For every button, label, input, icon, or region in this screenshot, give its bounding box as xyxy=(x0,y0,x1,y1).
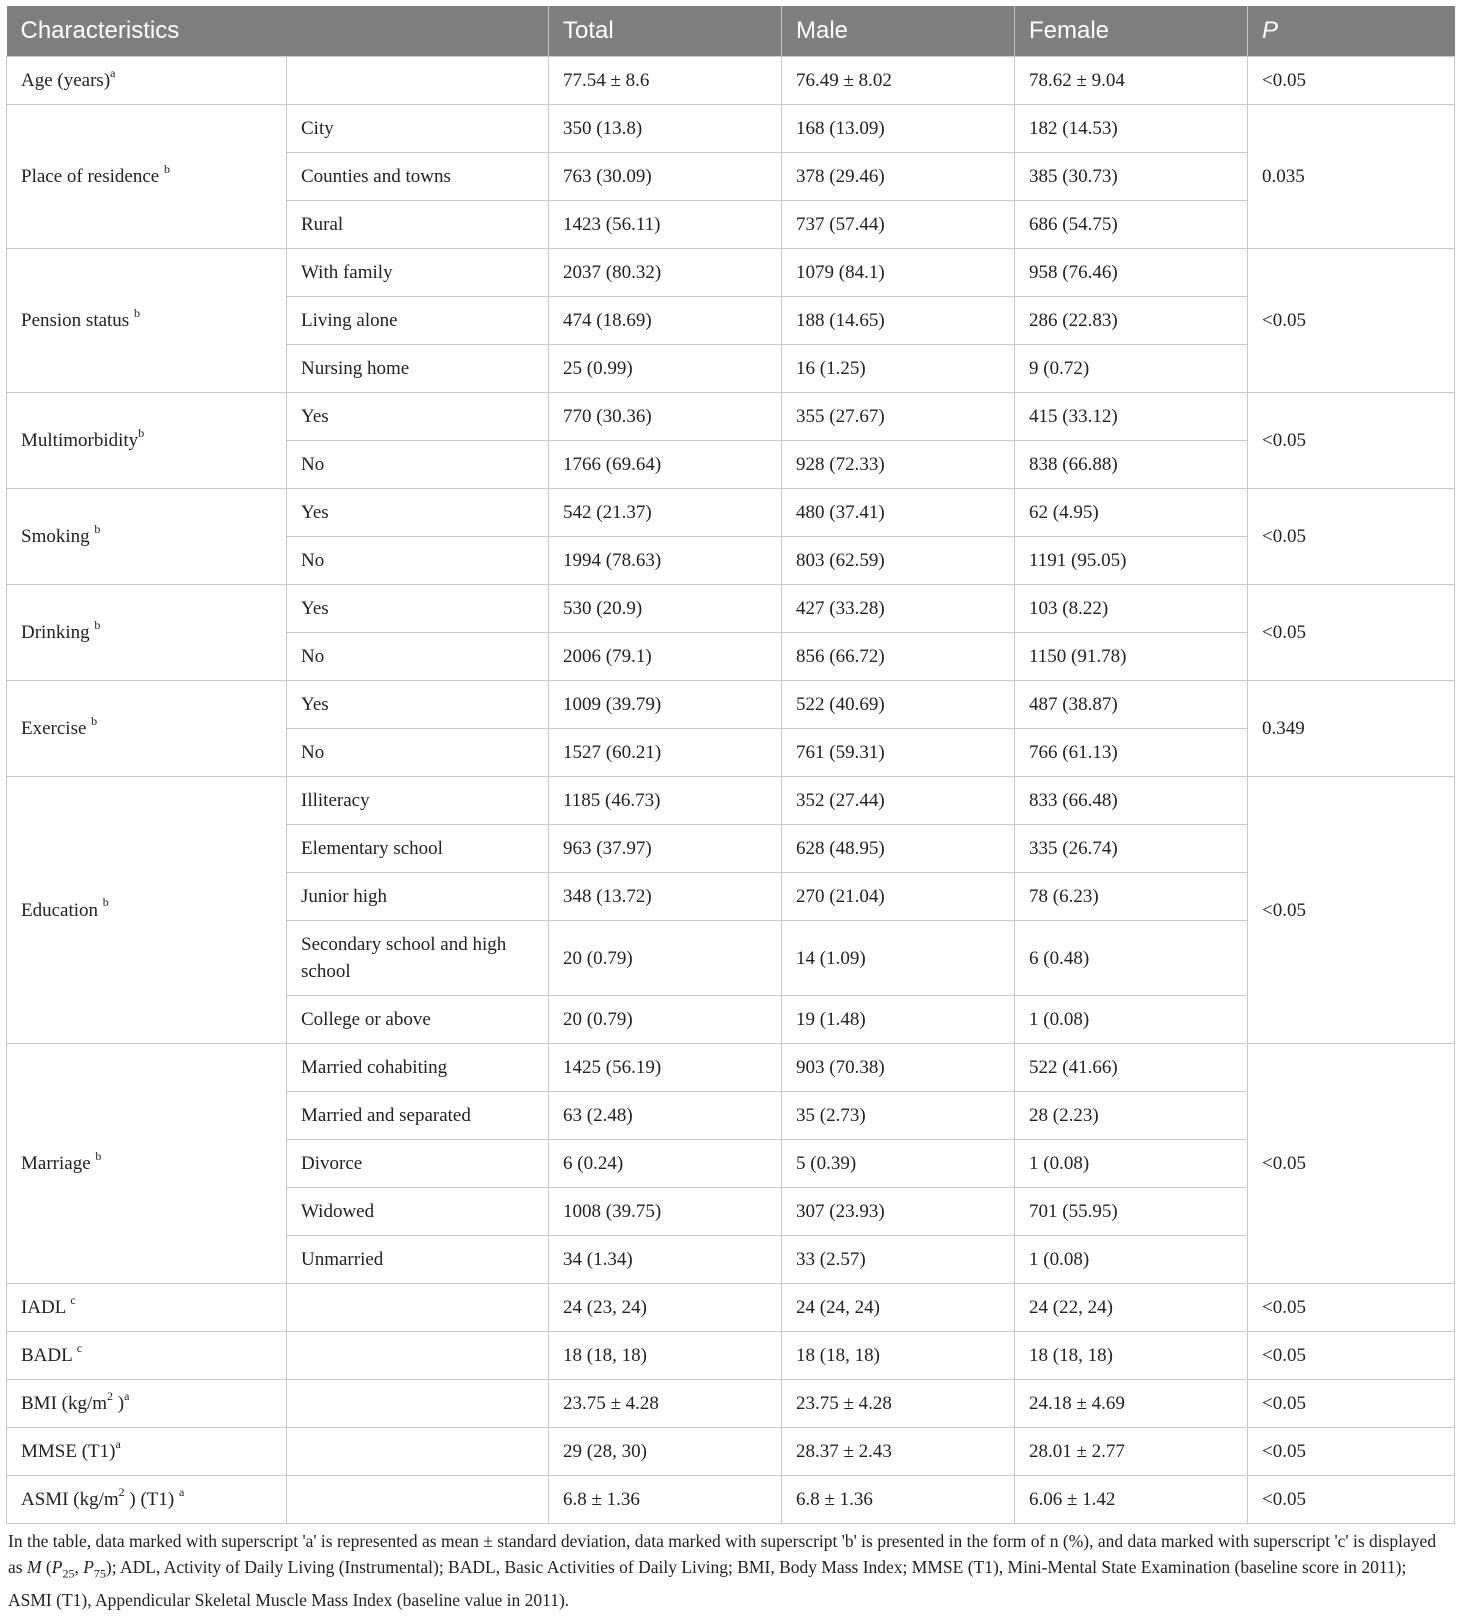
row-label: Age (years)$^a$ xyxy=(7,57,287,105)
cell-female: 62 (4.95) xyxy=(1015,489,1248,537)
cell-female: 415 (33.12) xyxy=(1015,393,1248,441)
cell-male: 76.49 ± 8.02 xyxy=(782,57,1015,105)
cell-total: 542 (21.37) xyxy=(549,489,782,537)
row-label: Pension status $^b$ xyxy=(7,249,287,393)
cell-male: 378 (29.46) xyxy=(782,153,1015,201)
table-row xyxy=(7,393,1455,441)
cell-total: 474 (18.69) xyxy=(549,297,782,345)
cell-p: <0.05 xyxy=(1248,489,1455,585)
cell-male: 928 (72.33) xyxy=(782,441,1015,489)
sub-label xyxy=(287,1284,549,1332)
cell-total: 20 (0.79) xyxy=(549,996,782,1044)
cell-p: <0.05 xyxy=(1248,1044,1455,1284)
cell-female: 78.62 ± 9.04 xyxy=(1015,57,1248,105)
sub-label: Illiteracy xyxy=(287,777,549,825)
cell-male: 18 (18, 18) xyxy=(782,1332,1015,1380)
table-row xyxy=(7,1428,1455,1476)
row-label: Place of residence $^b$ xyxy=(7,105,287,249)
cell-female: 1 (0.08) xyxy=(1015,1236,1248,1284)
cell-total: 2006 (79.1) xyxy=(549,633,782,681)
cell-male: 24 (24, 24) xyxy=(782,1284,1015,1332)
cell-female: 385 (30.73) xyxy=(1015,153,1248,201)
cell-male: 307 (23.93) xyxy=(782,1188,1015,1236)
table-footnote: In the table, data marked with superscript 'a' is represented as mean ± standard deviation, data marked with superscript 'b' is presented in the form of n (%), and data marked with superscript 'c' is displayed as M ($P_{25}$, $P_{75}$); ADL, Activity of Daily Living (Instrumental); BADL, Basic Activities of Daily Living; BMI, Body Mass Index; MMSE (T1), Mini-Mental State Examination (baseline score in 2011); ASMI (T1), Appendicular Skeletal Muscle Mass Index (baseline value in 2011). xyxy=(8,1531,1437,1610)
table-row xyxy=(7,1476,1455,1524)
table-row xyxy=(7,249,1455,297)
cell-male: 19 (1.48) xyxy=(782,996,1015,1044)
cell-male: 761 (59.31) xyxy=(782,729,1015,777)
row-label: ASMI ($kg/m^2$ ) (T1) $^a$ xyxy=(7,1476,287,1524)
row-label: IADL $^c$ xyxy=(7,1284,287,1332)
cell-p: <0.05 xyxy=(1248,1332,1455,1380)
table-body xyxy=(7,57,1455,1524)
cell-male: 6.8 ± 1.36 xyxy=(782,1476,1015,1524)
characteristics-table xyxy=(6,6,1455,1524)
cell-female: 766 (61.13) xyxy=(1015,729,1248,777)
table-row xyxy=(7,489,1455,537)
cell-p: <0.05 xyxy=(1248,585,1455,681)
cell-female: 286 (22.83) xyxy=(1015,297,1248,345)
sub-label: No xyxy=(287,729,549,777)
row-label: BADL $^c$ xyxy=(7,1332,287,1380)
cell-total: 1185 (46.73) xyxy=(549,777,782,825)
table-row xyxy=(7,1044,1455,1092)
cell-total: 2037 (80.32) xyxy=(549,249,782,297)
cell-female: 6 (0.48) xyxy=(1015,921,1248,996)
cell-total: 23.75 ± 4.28 xyxy=(549,1380,782,1428)
cell-female: 487 (38.87) xyxy=(1015,681,1248,729)
cell-p: <0.05 xyxy=(1248,1428,1455,1476)
header-characteristics: Characteristics xyxy=(7,6,549,57)
cell-male: 355 (27.67) xyxy=(782,393,1015,441)
cell-male: 352 (27.44) xyxy=(782,777,1015,825)
sub-label: City xyxy=(287,105,549,153)
cell-female: 103 (8.22) xyxy=(1015,585,1248,633)
cell-total: 1008 (39.75) xyxy=(549,1188,782,1236)
cell-total: 1766 (69.64) xyxy=(549,441,782,489)
sub-label: Nursing home xyxy=(287,345,549,393)
sub-label: Counties and towns xyxy=(287,153,549,201)
table-row xyxy=(7,57,1455,105)
row-label: BMI ($kg/m^2$ )$^a$ xyxy=(7,1380,287,1428)
cell-total: 63 (2.48) xyxy=(549,1092,782,1140)
row-label: Smoking $^b$ xyxy=(7,489,287,585)
cell-male: 14 (1.09) xyxy=(782,921,1015,996)
cell-male: 188 (14.65) xyxy=(782,297,1015,345)
cell-p: <0.05 xyxy=(1248,57,1455,105)
cell-male: 737 (57.44) xyxy=(782,201,1015,249)
cell-total: 18 (18, 18) xyxy=(549,1332,782,1380)
cell-female: 78 (6.23) xyxy=(1015,873,1248,921)
cell-male: 16 (1.25) xyxy=(782,345,1015,393)
cell-female: 18 (18, 18) xyxy=(1015,1332,1248,1380)
header-male: Male xyxy=(782,6,1015,57)
sub-label: Yes xyxy=(287,489,549,537)
cell-p: <0.05 xyxy=(1248,1380,1455,1428)
cell-total: 25 (0.99) xyxy=(549,345,782,393)
cell-female: 24 (22, 24) xyxy=(1015,1284,1248,1332)
cell-total: 77.54 ± 8.6 xyxy=(549,57,782,105)
sub-label: No xyxy=(287,537,549,585)
cell-female: 335 (26.74) xyxy=(1015,825,1248,873)
cell-male: 903 (70.38) xyxy=(782,1044,1015,1092)
cell-total: 1423 (56.11) xyxy=(549,201,782,249)
cell-male: 856 (66.72) xyxy=(782,633,1015,681)
characteristics-table-container xyxy=(6,6,1454,1613)
sub-label: With family xyxy=(287,249,549,297)
sub-label: Married cohabiting xyxy=(287,1044,549,1092)
cell-female: 522 (41.66) xyxy=(1015,1044,1248,1092)
sub-label: Secondary school and high school xyxy=(287,921,549,996)
cell-total: 1425 (56.19) xyxy=(549,1044,782,1092)
cell-total: 1994 (78.63) xyxy=(549,537,782,585)
cell-male: 28.37 ± 2.43 xyxy=(782,1428,1015,1476)
sub-label xyxy=(287,1332,549,1380)
cell-total: 29 (28, 30) xyxy=(549,1428,782,1476)
cell-female: 182 (14.53) xyxy=(1015,105,1248,153)
table-row xyxy=(7,777,1455,825)
cell-female: 1150 (91.78) xyxy=(1015,633,1248,681)
sub-label xyxy=(287,1428,549,1476)
sub-label: Living alone xyxy=(287,297,549,345)
cell-male: 427 (33.28) xyxy=(782,585,1015,633)
cell-p: <0.05 xyxy=(1248,249,1455,393)
table-header xyxy=(7,6,1455,57)
header-row xyxy=(7,6,1455,57)
table-row xyxy=(7,1332,1455,1380)
header-p: P xyxy=(1248,6,1455,57)
sub-label: Yes xyxy=(287,393,549,441)
cell-p: <0.05 xyxy=(1248,777,1455,1044)
row-label: Marriage $^b$ xyxy=(7,1044,287,1284)
sub-label: No xyxy=(287,633,549,681)
cell-total: 350 (13.8) xyxy=(549,105,782,153)
table-row xyxy=(7,585,1455,633)
cell-total: 6 (0.24) xyxy=(549,1140,782,1188)
sub-label: Yes xyxy=(287,585,549,633)
cell-female: 833 (66.48) xyxy=(1015,777,1248,825)
cell-p: <0.05 xyxy=(1248,1476,1455,1524)
cell-male: 35 (2.73) xyxy=(782,1092,1015,1140)
header-female: Female xyxy=(1015,6,1248,57)
cell-total: 24 (23, 24) xyxy=(549,1284,782,1332)
row-label: Exercise $^b$ xyxy=(7,681,287,777)
cell-female: 1 (0.08) xyxy=(1015,996,1248,1044)
cell-male: 5 (0.39) xyxy=(782,1140,1015,1188)
cell-total: 763 (30.09) xyxy=(549,153,782,201)
cell-total: 530 (20.9) xyxy=(549,585,782,633)
cell-total: 770 (30.36) xyxy=(549,393,782,441)
sub-label: Married and separated xyxy=(287,1092,549,1140)
cell-female: 838 (66.88) xyxy=(1015,441,1248,489)
sub-label xyxy=(287,1476,549,1524)
cell-total: 1527 (60.21) xyxy=(549,729,782,777)
cell-male: 270 (21.04) xyxy=(782,873,1015,921)
sub-label: Junior high xyxy=(287,873,549,921)
table-row xyxy=(7,105,1455,153)
sub-label: College or above xyxy=(287,996,549,1044)
sub-label: Divorce xyxy=(287,1140,549,1188)
sub-label: Unmarried xyxy=(287,1236,549,1284)
cell-p: <0.05 xyxy=(1248,1284,1455,1332)
cell-female: 28.01 ± 2.77 xyxy=(1015,1428,1248,1476)
sub-label xyxy=(287,57,549,105)
cell-male: 522 (40.69) xyxy=(782,681,1015,729)
sub-label: Rural xyxy=(287,201,549,249)
cell-p: 0.349 xyxy=(1248,681,1455,777)
cell-female: 9 (0.72) xyxy=(1015,345,1248,393)
cell-female: 6.06 ± 1.42 xyxy=(1015,1476,1248,1524)
table-row xyxy=(7,1284,1455,1332)
cell-total: 34 (1.34) xyxy=(549,1236,782,1284)
sub-label: No xyxy=(287,441,549,489)
cell-female: 701 (55.95) xyxy=(1015,1188,1248,1236)
cell-female: 686 (54.75) xyxy=(1015,201,1248,249)
cell-male: 33 (2.57) xyxy=(782,1236,1015,1284)
table-row xyxy=(7,681,1455,729)
table-row xyxy=(7,1380,1455,1428)
cell-male: 1079 (84.1) xyxy=(782,249,1015,297)
sub-label: Yes xyxy=(287,681,549,729)
cell-total: 348 (13.72) xyxy=(549,873,782,921)
cell-total: 1009 (39.79) xyxy=(549,681,782,729)
row-label: Multimorbidity$^b$ xyxy=(7,393,287,489)
cell-total: 20 (0.79) xyxy=(549,921,782,996)
cell-female: 1191 (95.05) xyxy=(1015,537,1248,585)
cell-male: 628 (48.95) xyxy=(782,825,1015,873)
row-label: Education $^b$ xyxy=(7,777,287,1044)
sub-label: Widowed xyxy=(287,1188,549,1236)
header-total: Total xyxy=(549,6,782,57)
cell-male: 803 (62.59) xyxy=(782,537,1015,585)
cell-female: 28 (2.23) xyxy=(1015,1092,1248,1140)
row-label: MMSE $(T1)^a$ xyxy=(7,1428,287,1476)
cell-female: 1 (0.08) xyxy=(1015,1140,1248,1188)
cell-p: 0.035 xyxy=(1248,105,1455,249)
sub-label xyxy=(287,1380,549,1428)
cell-male: 168 (13.09) xyxy=(782,105,1015,153)
cell-female: 24.18 ± 4.69 xyxy=(1015,1380,1248,1428)
cell-male: 480 (37.41) xyxy=(782,489,1015,537)
cell-total: 6.8 ± 1.36 xyxy=(549,1476,782,1524)
row-label: Drinking $^b$ xyxy=(7,585,287,681)
cell-male: 23.75 ± 4.28 xyxy=(782,1380,1015,1428)
cell-p: <0.05 xyxy=(1248,393,1455,489)
sub-label: Elementary school xyxy=(287,825,549,873)
cell-female: 958 (76.46) xyxy=(1015,249,1248,297)
cell-total: 963 (37.97) xyxy=(549,825,782,873)
